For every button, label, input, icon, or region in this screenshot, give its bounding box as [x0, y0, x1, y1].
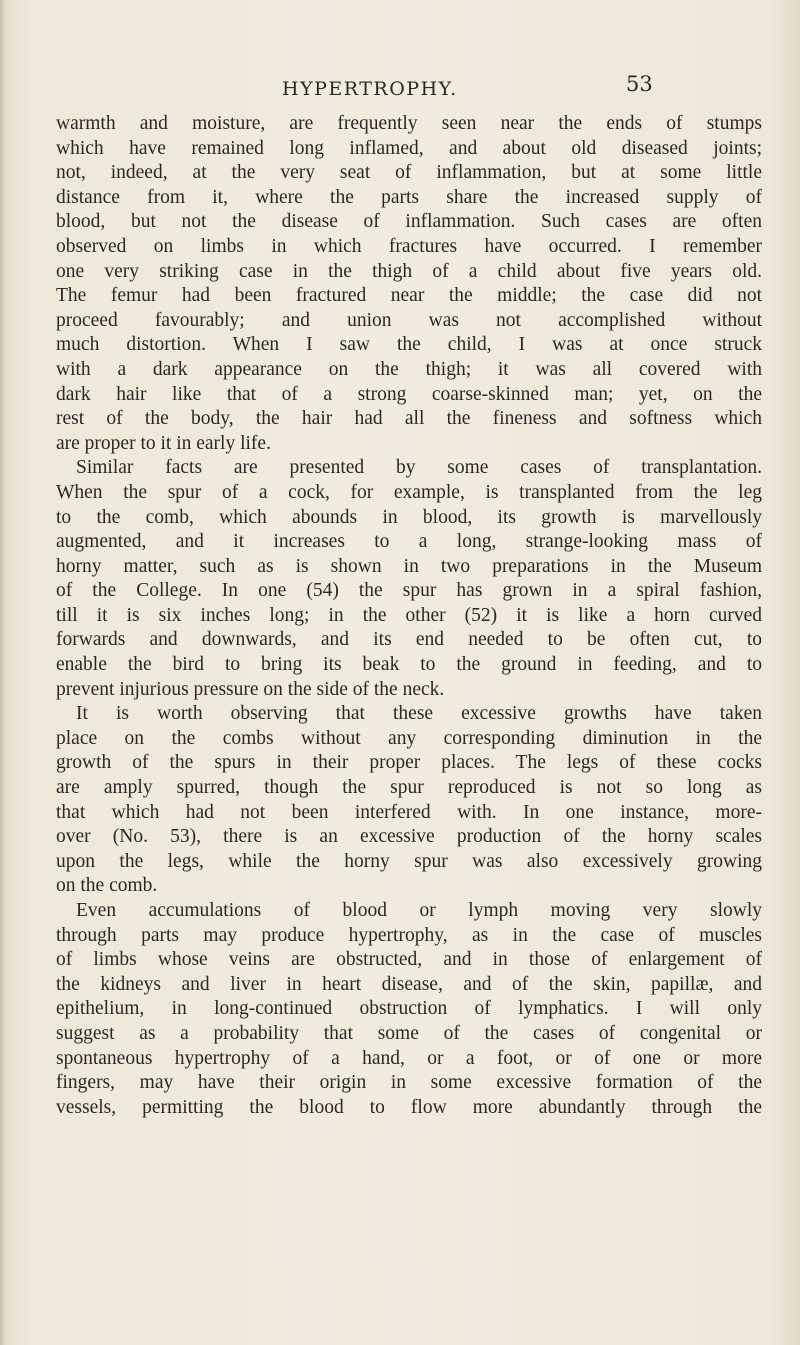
- text-line: are proper to it in early life.: [56, 432, 271, 454]
- text-line: Similar facts are presented by some cases of transplantation.: [76, 457, 762, 479]
- text-line: which have remained long inflamed, and about old diseased joints;: [56, 137, 762, 159]
- text-line: of limbs whose veins are obstructed, and in those of enlargement of: [56, 949, 762, 971]
- page-number: 53: [626, 72, 653, 96]
- body-text: [56, 112, 762, 1120]
- text-line: blood, but not the disease of inflammation. Such cases are often: [56, 211, 762, 233]
- text-line: prevent injurious pressure on the side of the neck.: [56, 678, 445, 700]
- text-line: warmth and moisture, are frequently seen near the ends of stumps: [56, 113, 762, 134]
- text-line: fingers, may have their origin in some excessive formation of the: [56, 1072, 762, 1094]
- text-line: dark hair like that of a strong coarse-skinned man; yet, on the: [56, 383, 762, 405]
- text-line: epithelium, in long-continued obstruction of lymphatics. I will only: [56, 998, 762, 1020]
- text-line: much distortion. When I saw the child, I was at once struck: [56, 334, 762, 356]
- text-line: the kidneys and liver in heart disease, and of the skin, papillæ, and: [56, 973, 762, 995]
- text-line: till it is six inches long; in the other (52) it is like a horn curved: [56, 604, 762, 626]
- text-line: Even accumulations of blood or lymph moving very slowly: [76, 900, 762, 921]
- text-line: horny matter, such as is shown in two preparations in the Museum: [56, 555, 762, 577]
- text-line: distance from it, where the parts share the increased supply of: [56, 186, 762, 208]
- text-line: It is worth observing that these excessive growths have taken: [76, 703, 762, 725]
- text-line: forwards and downwards, and its end needed to be often cut, to: [56, 629, 762, 651]
- text-line: to the comb, which abounds in blood, its growth is marvellously: [56, 506, 762, 528]
- text-line: with a dark appearance on the thigh; it was all covered with: [56, 358, 762, 380]
- text-line: on the comb.: [56, 875, 158, 897]
- text-line: suggest as a probability that some of the cases of congenital or: [56, 1022, 762, 1044]
- page-edge-shadow: [0, 0, 6, 1345]
- running-head: HYPERTROPHY.: [282, 78, 458, 100]
- text-line: observed on limbs in which fractures have occurred. I remember: [56, 235, 762, 257]
- text-line: over (No. 53), there is an excessive production of the horny scales: [56, 826, 762, 848]
- text-line: place on the combs without any corresponding diminution in the: [56, 727, 762, 749]
- text-line: When the spur of a cock, for example, is transplanted from the leg: [56, 481, 762, 503]
- text-line: are amply spurred, though the spur reproduced is not so long as: [56, 777, 762, 799]
- text-line: not, indeed, at the very seat of inflammation, but at some little: [56, 162, 762, 184]
- text-line: one very striking case in the thigh of a child about five years old.: [56, 260, 762, 282]
- text-line: spontaneous hypertrophy of a hand, or a foot, or of one or more: [56, 1047, 762, 1069]
- text-line: vessels, permitting the blood to flow more abundantly through the: [56, 1096, 762, 1118]
- text-line: of the College. In one (54) the spur has grown in a spiral fashion,: [56, 580, 762, 602]
- text-line: growth of the spurs in their proper places. The legs of these cocks: [56, 752, 762, 774]
- text-line: augmented, and it increases to a long, strange-looking mass of: [56, 531, 762, 553]
- text-line: rest of the body, the hair had all the fineness and softness which: [56, 408, 762, 430]
- text-line: upon the legs, while the horny spur was also excessively growing: [56, 850, 762, 872]
- text-line: that which had not been interfered with. In one instance, more-: [56, 801, 762, 823]
- text-line: through parts may produce hypertrophy, as in the case of muscles: [56, 924, 762, 946]
- text-line: The femur had been fractured near the middle; the case did not: [56, 285, 762, 307]
- page-header: [0, 72, 800, 108]
- text-line: proceed favourably; and union was not accomplished without: [56, 309, 762, 331]
- text-line: enable the bird to bring its beak to the ground in feeding, and to: [56, 654, 762, 676]
